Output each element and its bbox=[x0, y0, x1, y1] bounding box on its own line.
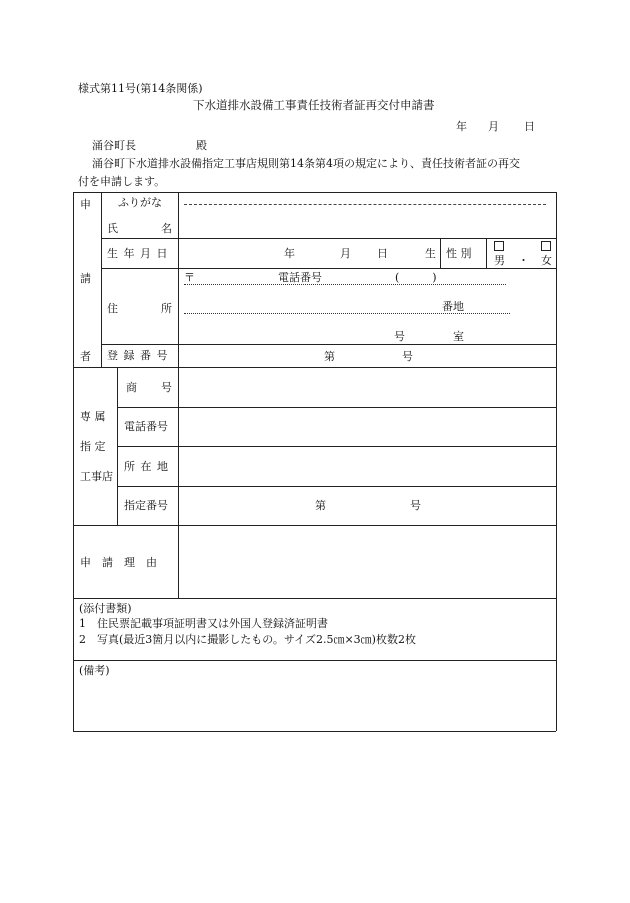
date-day: 日 bbox=[524, 120, 535, 133]
attachment-item-2: 2 写真(最近3箇月以内に撮影したもの。サイズ2.5㎝×3㎝)枚数2枚 bbox=[79, 633, 416, 646]
birth-day-unit: 日 bbox=[377, 247, 388, 260]
sex-female-label: 女 bbox=[541, 254, 552, 267]
designation-number-label: 指定番号 bbox=[124, 499, 168, 512]
designation-dai: 第 bbox=[315, 499, 326, 512]
address-line-1[interactable] bbox=[184, 284, 506, 285]
location-label: 所 在 地 bbox=[124, 460, 169, 473]
sex-separator: ・ bbox=[518, 254, 529, 267]
name-field[interactable] bbox=[183, 216, 551, 236]
intro-text-line1: 涌谷町下水道排水設備指定工事店規則第14条第4項の規定により、責任技術者証の再交 bbox=[92, 157, 520, 170]
attachments-heading: (添付書類) bbox=[79, 602, 132, 615]
trade-name-field[interactable] bbox=[183, 370, 551, 404]
date-month: 月 bbox=[488, 120, 499, 133]
form-title: 下水道排水設備工事責任技術者証再交付申請書 bbox=[193, 98, 435, 112]
registration-go: 号 bbox=[402, 350, 413, 363]
sex-label: 性 別 bbox=[446, 247, 472, 260]
intro-text-line2: 付を申請します。 bbox=[78, 175, 166, 188]
birth-year-unit: 年 bbox=[284, 247, 295, 260]
furigana-label: ふりがな bbox=[118, 196, 162, 209]
address-label-a: 住 bbox=[107, 302, 118, 315]
sex-male-checkbox[interactable] bbox=[494, 241, 504, 251]
furigana-field[interactable] bbox=[184, 204, 546, 205]
location-field[interactable] bbox=[183, 449, 551, 483]
contractor-section-line3: 工事店 bbox=[80, 470, 113, 483]
address-phone-paren: ( ) bbox=[395, 271, 437, 284]
applicant-section-char-3: 者 bbox=[80, 350, 91, 363]
room-shitsu-label: 室 bbox=[453, 330, 464, 343]
contractor-section-line2: 指 定 bbox=[80, 440, 106, 453]
addressee: 涌谷町長 bbox=[92, 139, 136, 152]
trade-name-label-a: 商 bbox=[126, 381, 137, 394]
applicant-section-char-1: 申 bbox=[80, 198, 91, 211]
registration-dai: 第 bbox=[324, 350, 335, 363]
banchi-label: 番地 bbox=[442, 300, 464, 313]
date-year: 年 bbox=[456, 120, 467, 133]
name-label-a: 氏 bbox=[107, 222, 118, 235]
name-label-b: 名 bbox=[161, 222, 172, 235]
remarks-field[interactable] bbox=[78, 680, 550, 728]
remarks-heading: (備考) bbox=[79, 664, 110, 677]
designation-go: 号 bbox=[410, 499, 421, 512]
room-go-label: 号 bbox=[394, 330, 405, 343]
honorific: 殿 bbox=[196, 139, 207, 152]
birth-month-unit: 月 bbox=[340, 247, 351, 260]
address-line-2[interactable] bbox=[184, 313, 510, 314]
reason-label: 申 請 理 由 bbox=[80, 556, 157, 569]
contractor-phone-field[interactable] bbox=[183, 410, 551, 443]
registration-number-label: 登 録 番 号 bbox=[107, 349, 169, 362]
sex-female-checkbox[interactable] bbox=[541, 241, 551, 251]
sex-male-label: 男 bbox=[494, 254, 505, 267]
postal-mark: 〒 bbox=[184, 271, 195, 284]
reason-field[interactable] bbox=[183, 528, 551, 594]
attachment-item-1: 1 住民票記載事項証明書又は外国人登録済証明書 bbox=[79, 617, 328, 630]
contractor-section-line1: 専 属 bbox=[80, 410, 106, 423]
birth-date-label: 生 年 月 日 bbox=[107, 247, 169, 260]
trade-name-label-b: 号 bbox=[161, 381, 172, 394]
contractor-phone-label: 電話番号 bbox=[124, 420, 168, 433]
address-label-b: 所 bbox=[161, 302, 172, 315]
address-phone-label: 電話番号 bbox=[278, 271, 322, 284]
form-number: 様式第11号(第14条関係) bbox=[78, 82, 203, 95]
applicant-section-char-2: 請 bbox=[80, 272, 91, 285]
birth-suffix: 生 bbox=[425, 247, 436, 260]
